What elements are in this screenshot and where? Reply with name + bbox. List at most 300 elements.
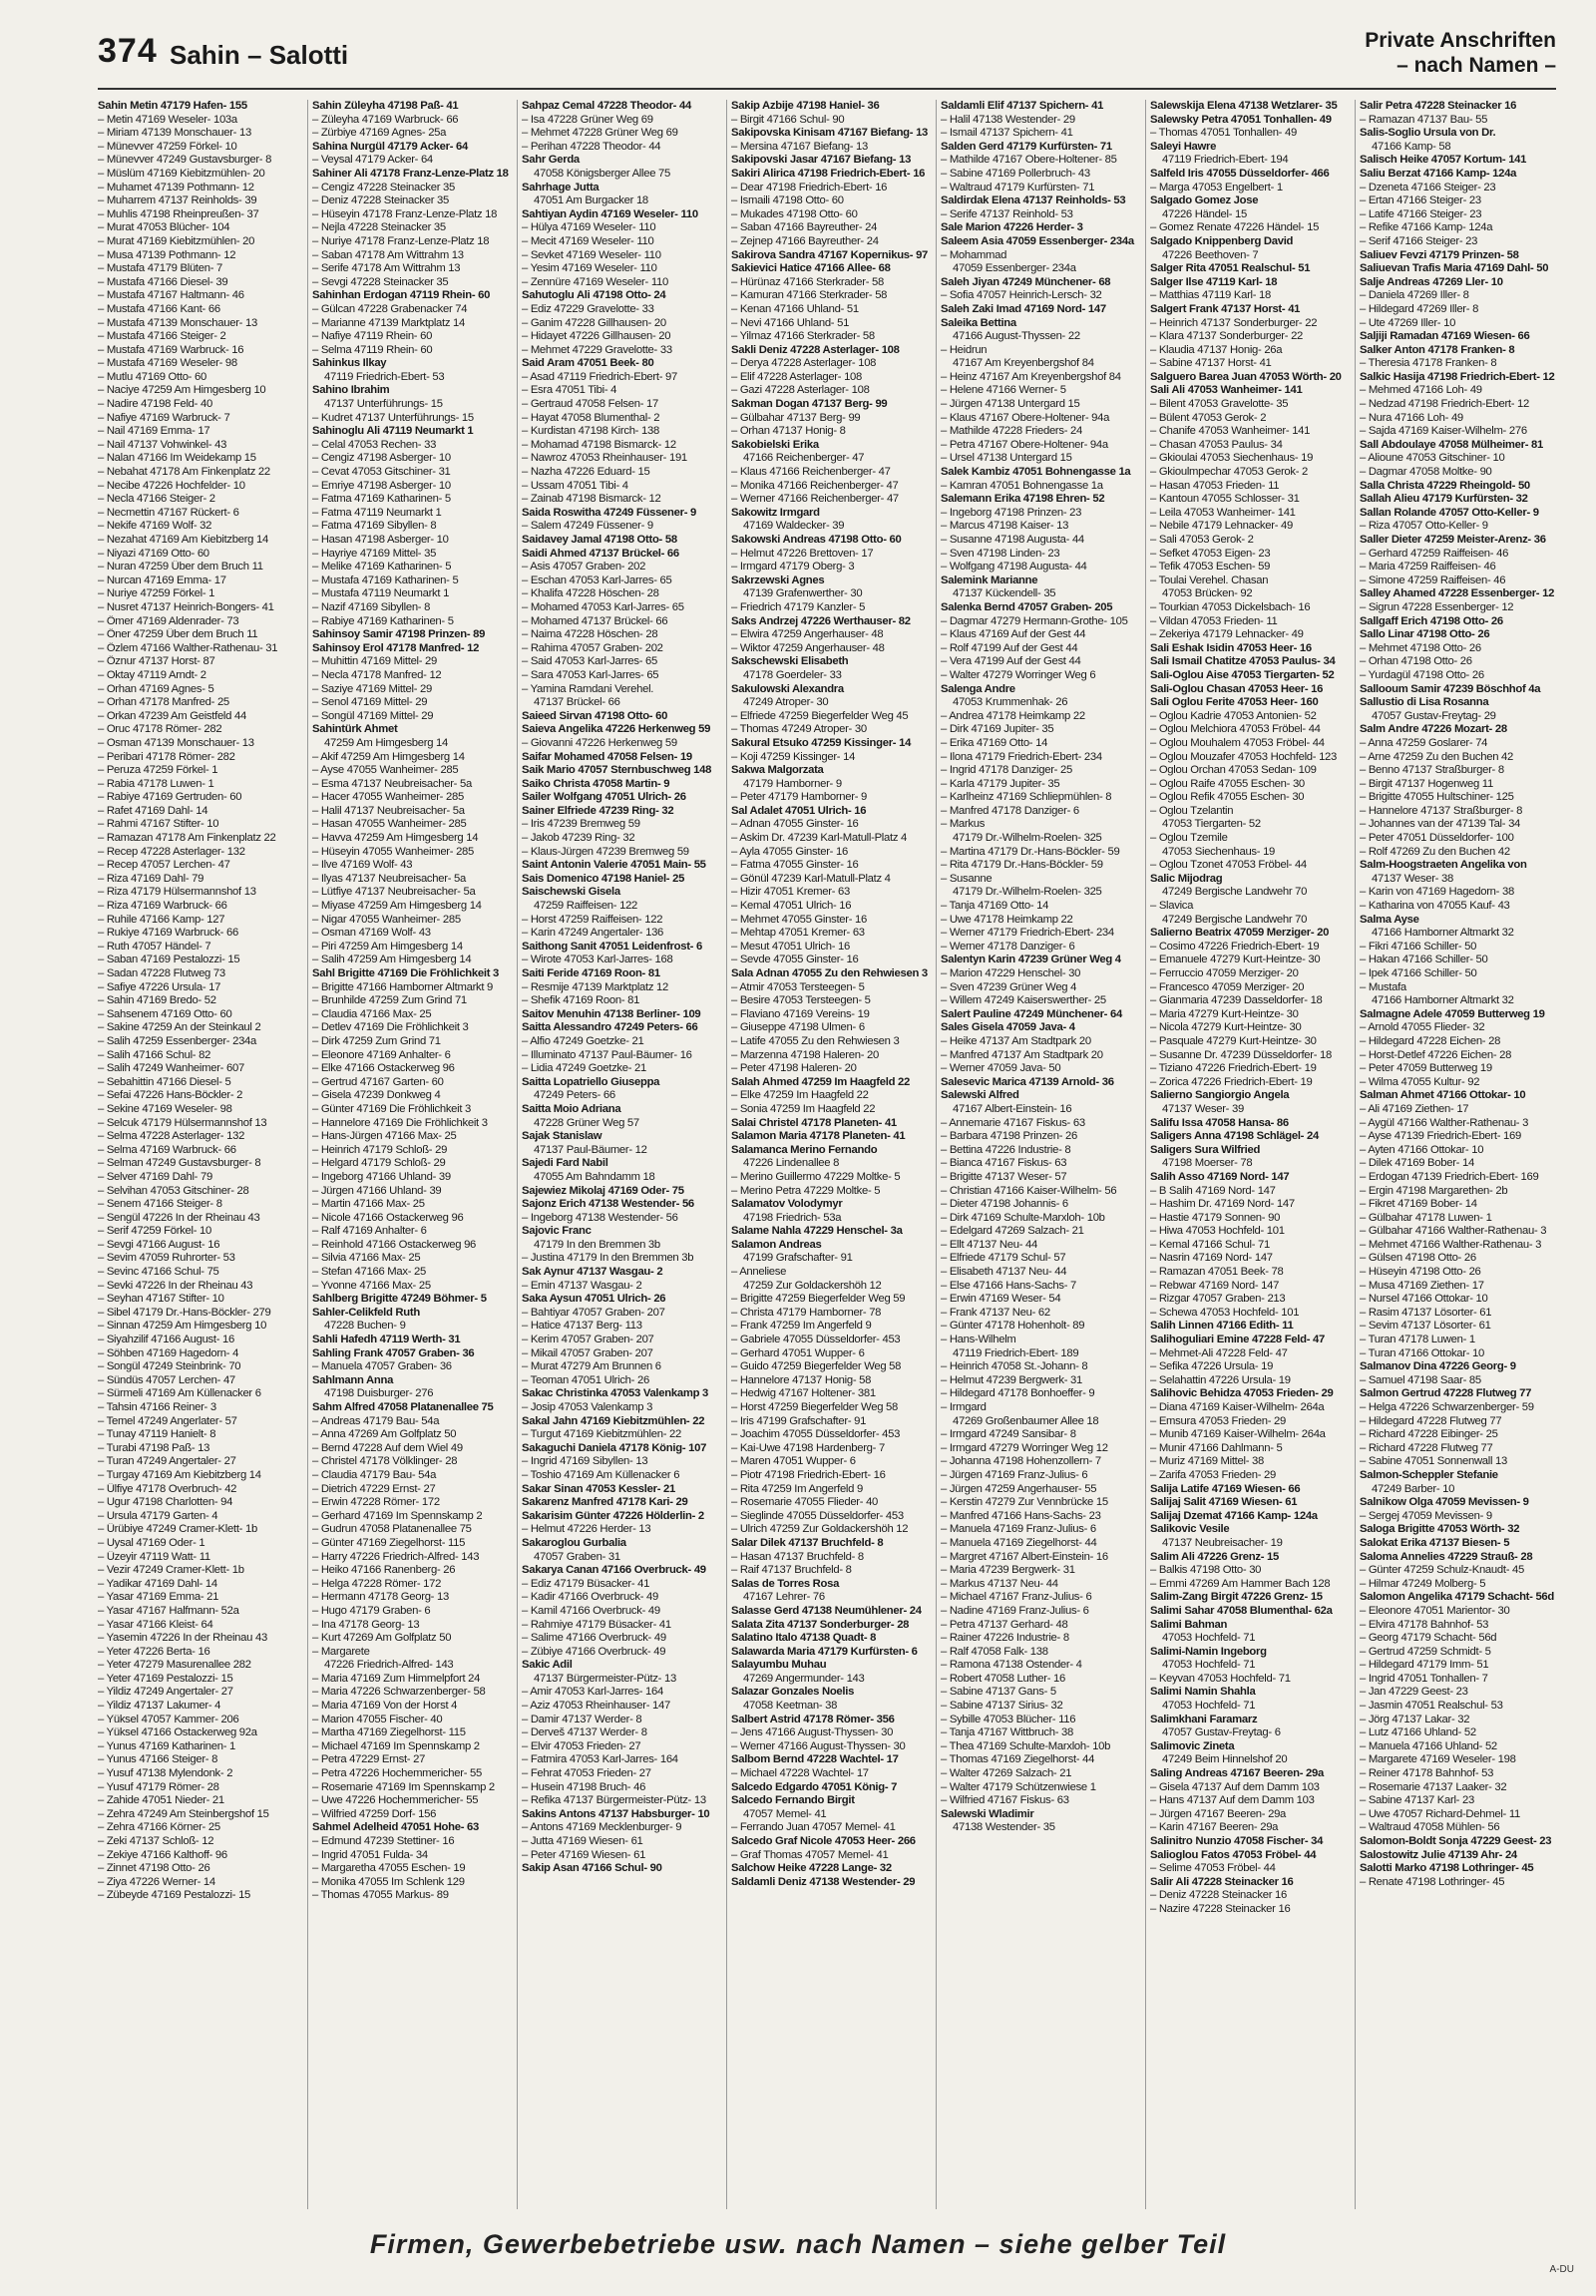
listing-entry: 47166 Hamborner Altmarkt 32 <box>1372 927 1514 940</box>
listing-entry: – Marga 47053 Engelbert- 1 <box>1150 181 1283 193</box>
listing-entry: – Heike 47137 Am Stadtpark 20 <box>941 1034 1091 1047</box>
listing-entry: Salotti Marko 47198 Lothringer- 45 <box>1360 1862 1534 1875</box>
listing-entry: – Bilent 47053 Gravelotte- 35 <box>1150 398 1289 411</box>
listing-entry: – Vera 47199 Auf der Gest 44 <box>941 655 1081 668</box>
listing-entry: – Salih 47166 Schul- 82 <box>98 1048 211 1061</box>
listing-entry: – Mustafa 47166 Kant- 66 <box>98 302 220 315</box>
listing-entry: – Ergin 47198 Margarethen- 2b <box>1360 1184 1508 1197</box>
listing-entry: – Hildegard 47179 Imm- 51 <box>1360 1659 1489 1672</box>
listing-entry: 47199 Grafschafter- 91 <box>743 1252 853 1265</box>
listing-entry: Saldirdak Elena 47137 Reinholds- 53 <box>941 194 1126 207</box>
listing-entry: – Bernd 47228 Auf dem Wiel 49 <box>312 1441 463 1454</box>
listing-entry: – Seyhan 47167 Stifter- 10 <box>98 1293 224 1306</box>
listing-entry: – Michael 47169 Im Spennskamp 2 <box>312 1739 480 1752</box>
listing-entry: – Dirk 47259 Zum Grind 71 <box>312 1034 441 1047</box>
listing-entry: Salek Kambiz 47051 Bohnengasse 1a <box>941 466 1131 479</box>
listing-entry: – Turan 47178 Luwen- 1 <box>1360 1334 1475 1346</box>
listing-entry: – Aygül 47166 Walther-Rathenau- 3 <box>1360 1116 1529 1129</box>
listing-entry: – Nursel 47166 Ottokar- 10 <box>1360 1293 1488 1306</box>
listing-entry: – Muharrem 47137 Reinholds- 39 <box>98 194 257 207</box>
listing-entry: – Wilfried 47259 Dorf- 156 <box>312 1807 437 1820</box>
listing-entry: – Ertan 47166 Steiger- 23 <box>1360 194 1481 207</box>
listing-entry: – Oglou Mouhalem 47053 Fröbel- 44 <box>1150 736 1325 749</box>
listing-entry: – Yurdagül 47198 Otto- 26 <box>1360 668 1484 681</box>
listing-entry: Salasse Gerd 47138 Neumühlener- 24 <box>731 1604 922 1617</box>
listing-entry: – Adnan 47055 Ginster- 16 <box>731 818 859 831</box>
listing-entry: Salamon Maria 47178 Planeten- 41 <box>731 1130 906 1143</box>
listing-entry: – Werner 47166 August-Thyssen- 30 <box>731 1739 906 1752</box>
listing-entry: Salguero Barea Juan 47053 Wörth- 20 <box>1150 370 1342 383</box>
listing-entry: – Alioune 47053 Gitschiner- 10 <box>1360 452 1505 465</box>
listing-entry: – Mohammad <box>941 248 1007 261</box>
listing-entry: Salijaj Salit 47169 Wiesen- 61 <box>1150 1496 1298 1509</box>
listing-entry: – Richard 47228 Eibinger- 25 <box>1360 1428 1498 1441</box>
listing-entry: – Nail 47137 Vohwinkel- 43 <box>98 438 227 451</box>
listing-entry: – Hildegard 47228 Eichen- 28 <box>1360 1034 1501 1047</box>
listing-entry: Sakschewski Elisabeth <box>731 655 849 668</box>
listing-entry: Salchow Heike 47228 Lange- 32 <box>731 1862 892 1875</box>
listing-entry: – Hürünaz 47166 Sterkrader- 58 <box>731 275 885 288</box>
listing-entry: – Fatmira 47053 Karl-Jarres- 164 <box>522 1753 678 1766</box>
listing-entry: 47053 Siechenhaus- 19 <box>1162 845 1276 858</box>
listing-entry: – Necla 47178 Manfred- 12 <box>312 668 442 681</box>
listing-entry: – Peribari 47178 Römer- 282 <box>98 750 235 763</box>
listing-entry: – Fehrat 47053 Frieden- 27 <box>522 1767 651 1780</box>
listing-entry: Saliuev Fevzi 47179 Prinzen- 58 <box>1360 248 1519 261</box>
listing-entry: – Uwe 47226 Hochemmericher- 55 <box>312 1794 479 1807</box>
listing-entry: – Barbara 47198 Prinzen- 26 <box>941 1130 1077 1143</box>
listing-entry: Sallan Rolande 47057 Otto-Keller- 9 <box>1360 506 1539 519</box>
listing-entry: Saka Aysun 47051 Ulrich- 26 <box>522 1293 666 1306</box>
listing-entry: Salley Ahamed 47228 Essenberger- 12 <box>1360 587 1555 600</box>
listing-entry: Sahtiyan Aydin 47169 Weseler- 110 <box>522 207 698 220</box>
listing-entry: – Selman 47249 Gustavsburger- 8 <box>98 1157 261 1170</box>
listing-entry: – Thomas 47249 Atroper- 30 <box>731 723 867 736</box>
listing-entry: – Waltraud 47058 Mühlen- 56 <box>1360 1821 1500 1834</box>
listing-entry: – Werner 47178 Danziger- 6 <box>941 940 1075 953</box>
listing-entry: – Nicole 47166 Ostackerweg 96 <box>312 1211 464 1224</box>
listing-entry: Salentyn Karin 47239 Grüner Weg 4 <box>941 954 1121 966</box>
listing-entry: Salbert Astrid 47178 Römer- 356 <box>731 1713 895 1725</box>
page-number: 374 <box>98 32 158 70</box>
listing-entry: – Nebahat 47178 Am Finkenplatz 22 <box>98 466 270 479</box>
listing-entry: Salir Ali 47228 Steinacker 16 <box>1150 1875 1294 1888</box>
listing-entry: Sall Abdoulaye 47058 Mülheimer- 81 <box>1360 438 1544 451</box>
listing-entry: Sakulowski Alexandra <box>731 682 844 695</box>
listing-entry: – Heiko 47166 Ranenberg- 26 <box>312 1564 456 1577</box>
listing-entry: Saligers Sura Wilfried <box>1150 1143 1261 1156</box>
listing-entry: – Stefan 47166 Max- 25 <box>312 1266 426 1279</box>
listing-entry: – Ussam 47051 Tibi- 4 <box>522 479 628 492</box>
listing-entry: – Mehmet 47166 Walther-Rathenau- 3 <box>1360 1238 1542 1251</box>
listing-entry: – Erdogan 47139 Friedrich-Ebert- 169 <box>1360 1170 1539 1183</box>
listing-entry: – Zekeriya 47179 Lehnacker- 49 <box>1150 628 1304 641</box>
listing-entry: 47249 Beim Hinnelshof 20 <box>1162 1753 1288 1766</box>
listing-entry: – Peruza 47259 Förkel- 1 <box>98 764 218 777</box>
listing-entry: – Sven 47198 Linden- 23 <box>941 547 1060 560</box>
listing-entry: – Walter 47269 Salzach- 21 <box>941 1767 1072 1780</box>
listing-entry: Sahutoglu Ali 47198 Otto- 24 <box>522 289 666 302</box>
listing-entry: – Margret 47167 Albert-Einstein- 16 <box>941 1550 1108 1563</box>
listing-entry: – Waltraud 47179 Kurfürsten- 71 <box>941 181 1095 193</box>
listing-entry: – Klaus 47166 Reichenberger- 47 <box>731 466 891 479</box>
listing-entry: – Irmgard <box>941 1401 987 1413</box>
listing-entry: – Melike 47169 Katharinen- 5 <box>312 561 452 574</box>
listing-entry: – Kai-Uwe 47198 Hardenberg- 7 <box>731 1441 885 1454</box>
listing-entry: – Esra 47051 Tibi- 4 <box>522 384 617 397</box>
listing-entry: Salamon Andreas <box>731 1238 822 1251</box>
listing-entry: – Chasan 47053 Paulus- 34 <box>1150 438 1283 451</box>
listing-entry: – Helga 47226 Schwarzenberger- 59 <box>1360 1401 1534 1413</box>
listing-entry: Saitta Moio Adriana <box>522 1102 621 1115</box>
listing-entry: – Elif 47228 Asterlager- 108 <box>731 370 863 383</box>
listing-entry: 47169 Waldecker- 39 <box>743 520 845 533</box>
listing-entry: – Irmgard 47179 Oberg- 3 <box>731 561 855 574</box>
listing-entry: – Karlheinz 47169 Schliepmühlen- 8 <box>941 791 1112 804</box>
listing-entry: – Ayse 47139 Friedrich-Ebert- 169 <box>1360 1130 1521 1143</box>
listing-entry: – Ramazan 47178 Am Finkenplatz 22 <box>98 832 276 845</box>
listing-column <box>307 100 509 2209</box>
listing-entry: – Öner 47259 Über dem Bruch 11 <box>98 628 258 641</box>
listing-entry: – Zehra 47166 Körner- 25 <box>98 1821 220 1834</box>
listing-entry: – Christel 47178 Völklinger- 28 <box>312 1455 458 1468</box>
listing-entry: – Serif 47259 Förkel- 10 <box>98 1225 211 1238</box>
listing-entry: Salamatov Volodymyr <box>731 1198 843 1211</box>
listing-entry: Salir Petra 47228 Steinacker 16 <box>1360 100 1517 112</box>
listing-entry: – Selvihan 47053 Gitschiner- 28 <box>98 1184 249 1197</box>
listing-entry: – Nekife 47169 Wolf- 32 <box>98 520 212 533</box>
listing-entry: – Cengiz 47228 Steinacker 35 <box>312 181 455 193</box>
listing-entry: Salihoguliari Emine 47228 Feld- 47 <box>1150 1334 1326 1346</box>
listing-entry: – Karin von 47169 Hagedorn- 38 <box>1360 886 1514 899</box>
listing-entry: Salemann Erika 47198 Ehren- 52 <box>941 493 1105 506</box>
listing-entry: – Müslüm 47169 Kiebitzmühlen- 20 <box>98 167 265 180</box>
listing-entry: – Kemal 47051 Ulrich- 16 <box>731 900 852 913</box>
listing-entry: – Josip 47053 Valenkamp 3 <box>522 1401 653 1413</box>
listing-entry: – Elisabeth 47137 Neu- 44 <box>941 1266 1067 1279</box>
listing-entry: – Emsura 47053 Frieden- 29 <box>1150 1414 1287 1427</box>
listing-entry: Sakac Christinka 47053 Valenkamp 3 <box>522 1387 708 1400</box>
listing-entry: – Michael 47228 Wachtel- 17 <box>731 1767 869 1780</box>
listing-entry: Sahpaz Cemal 47228 Theodor- 44 <box>522 100 691 112</box>
listing-entry: – Said 47053 Karl-Jarres- 65 <box>522 655 658 668</box>
listing-entry: – B Salih 47169 Nord- 147 <box>1150 1184 1276 1197</box>
listing-entry: – Ramazan 47051 Beek- 78 <box>1150 1266 1284 1279</box>
listing-entry: – Elke 47166 Ostackerweg 96 <box>312 1062 455 1075</box>
listing-entry: Saifar Mohamed 47058 Felsen- 19 <box>522 750 692 763</box>
listing-entry: – Andrea 47178 Heimkamp 22 <box>941 709 1085 722</box>
listing-entry: Salger Ilse 47119 Karl- 18 <box>1150 275 1278 288</box>
listing-entry: – Orhan 47169 Agnes- 5 <box>98 682 214 695</box>
listing-entry: – Nevi 47166 Uhland- 51 <box>731 316 850 329</box>
listing-entry: Saleika Bettina <box>941 316 1016 329</box>
listing-entry: – Gazi 47228 Asterlager- 108 <box>731 384 870 397</box>
listing-entry: – Hasan 47198 Asberger- 10 <box>312 534 449 546</box>
listing-entry: – Nail 47169 Emma- 17 <box>98 425 210 438</box>
listing-entry: Salimovic Zineta <box>1150 1739 1235 1752</box>
listing-entry: – Necla 47166 Steiger- 2 <box>98 493 215 506</box>
listing-entry: – Richard 47228 Flutweg 77 <box>1360 1441 1493 1454</box>
listing-entry: – Yunus 47169 Katharinen- 1 <box>98 1739 236 1752</box>
listing-entry: – Kerstin 47279 Zur Vennbrücke 15 <box>941 1496 1108 1509</box>
listing-entry: – Rita 47259 Im Angerfeld 9 <box>731 1482 863 1495</box>
listing-entry: Sali Oglou Ferite 47053 Heer- 160 <box>1150 696 1319 709</box>
listing-entry: – Ürübiye 47249 Cramer-Klett- 1b <box>98 1523 257 1536</box>
listing-entry: – Hedwig 47167 Holtener- 381 <box>731 1387 876 1400</box>
listing-entry: – Ralf 47169 Anhalter- 6 <box>312 1225 427 1238</box>
listing-entry: – Rukiye 47169 Warbruck- 66 <box>98 927 238 940</box>
listing-entry: – Maria 47169 Von der Horst 4 <box>312 1700 458 1713</box>
listing-entry: Salemink Marianne <box>941 574 1038 586</box>
listing-entry: – Edmund 47239 Stettiner- 16 <box>312 1835 455 1847</box>
listing-entry: – Ugur 47198 Charlotten- 94 <box>98 1496 233 1509</box>
listing-entry: – Yadikar 47169 Dahl- 14 <box>98 1577 217 1590</box>
listing-entry: – Tourkian 47053 Dickelsbach- 16 <box>1150 600 1311 613</box>
listing-entry: – Salih 47259 Essenberger- 234a <box>98 1034 257 1047</box>
listing-entry: – Peter 47169 Wiesen- 61 <box>522 1848 646 1861</box>
listing-entry: Saiti Feride 47169 Roon- 81 <box>522 967 660 979</box>
listing-entry: – Gülsen 47198 Otto- 26 <box>1360 1252 1476 1265</box>
listing-entry: – Jasmin 47051 Realschul- 53 <box>1360 1700 1503 1713</box>
listing-entry: – Mukades 47198 Otto- 60 <box>731 207 858 220</box>
listing-entry: – Thea 47169 Schulte-Marxloh- 10b <box>941 1739 1111 1752</box>
listing-entry: – Sergej 47059 Mevissen- 9 <box>1360 1509 1492 1522</box>
listing-entry: – Halil 47137 Neubreisacher- 5a <box>312 804 465 817</box>
listing-entry: Sallgaff Erich 47198 Otto- 26 <box>1360 614 1503 627</box>
listing-entry: – Frank 47259 Im Angerfeld 9 <box>731 1320 872 1333</box>
listing-entry: Sakwa Malgorzata <box>731 764 824 777</box>
listing-entry: – Murat 47053 Blücher- 104 <box>98 221 230 234</box>
listing-entry: – Ipek 47166 Schiller- 50 <box>1360 967 1477 979</box>
listing-entry: – Martha 47169 Ziegelhorst- 115 <box>312 1726 466 1739</box>
listing-entry: Salgado Gomez Jose <box>1150 194 1259 207</box>
listing-entry: Sakal Jahn 47169 Kiebitzmühlen- 22 <box>522 1414 705 1427</box>
listing-entry: Saloga Brigitte 47053 Wörth- 32 <box>1360 1523 1520 1536</box>
listing-entry: – Thomas 47051 Tonhallen- 49 <box>1150 127 1297 140</box>
listing-entry: Sakip Azbije 47198 Haniel- 36 <box>731 100 880 112</box>
listing-entry: – Helene 47166 Werner- 5 <box>941 384 1066 397</box>
listing-entry: – Ilyas 47137 Neubreisacher- 5a <box>312 872 466 885</box>
listing-entry: Sainer Elfriede 47239 Ring- 32 <box>522 804 674 817</box>
listing-entry: – Orhan 47137 Honig- 8 <box>731 425 846 438</box>
listing-entry: – Yeter 47226 Berta- 16 <box>98 1645 210 1658</box>
listing-entry: – Peter 47198 Haleren- 20 <box>731 1062 857 1075</box>
listing-entry: 47119 Friedrich-Ebert- 53 <box>324 370 445 383</box>
listing-entry: Sali Ismail Chatitze 47053 Paulus- 34 <box>1150 655 1336 668</box>
listing-entry: – Monika 47055 Im Schlenk 129 <box>312 1875 465 1888</box>
listing-entry: – Ömer 47169 Aldenrader- 73 <box>98 614 239 627</box>
listing-entry: – Toshio 47169 Am Küllenacker 6 <box>522 1468 680 1481</box>
listing-entry: – Dirk 47169 Schulte-Marxloh- 10b <box>941 1211 1105 1224</box>
listing-entry: – Zorica 47226 Friedrich-Ebert- 19 <box>1150 1075 1313 1088</box>
listing-entry: – Dzeneta 47166 Steiger- 23 <box>1360 181 1496 193</box>
listing-entry: – Heinz 47167 Am Kreyenbergshof 84 <box>941 370 1121 383</box>
listing-entry: – Nafiye 47119 Rhein- 60 <box>312 330 433 343</box>
listing-entry: Salgert Frank 47137 Horst- 41 <box>1150 302 1301 315</box>
listing-entry: – Francesco 47059 Merziger- 20 <box>1150 980 1305 993</box>
listing-entry: Salokat Erika 47137 Biesen- 5 <box>1360 1536 1510 1549</box>
listing-entry: – Sabine 47137 Horst- 41 <box>1150 357 1272 370</box>
listing-entry: – Latife 47166 Steiger- 23 <box>1360 207 1482 220</box>
listing-entry: Salnikow Olga 47059 Mevissen- 9 <box>1360 1496 1529 1509</box>
listing-entry: – Öznur 47137 Horst- 87 <box>98 655 215 668</box>
listing-entry: – Oruc 47178 Römer- 282 <box>98 723 222 736</box>
directory-listing <box>98 100 1556 2209</box>
listing-entry: – Yusuf 47138 Mylendonk- 2 <box>98 1767 233 1780</box>
listing-entry: Saida Roswitha 47249 Füssener- 9 <box>522 506 696 519</box>
listing-entry: – Gönül 47239 Karl-Matull-Platz 4 <box>731 872 891 885</box>
listing-entry: – Latife 47055 Zu den Rehwiesen 3 <box>731 1034 900 1047</box>
listing-entry: – Ingeborg 47166 Uhland- 39 <box>312 1170 451 1183</box>
listing-entry: – Sakine 47259 An der Steinkaul 2 <box>98 1021 261 1034</box>
listing-entry: Salden Gerd 47179 Kurfürsten- 71 <box>941 140 1112 153</box>
listing-entry: – Sali 47053 Gerok- 2 <box>1150 534 1254 546</box>
listing-entry: – Wilfried 47167 Fiskus- 63 <box>941 1794 1069 1807</box>
listing-entry: – Fatma 47119 Neumarkt 1 <box>312 506 442 519</box>
listing-entry: – Muhamet 47139 Pothmann- 12 <box>98 181 254 193</box>
listing-entry: Saliu Berzat 47166 Kamp- 124a <box>1360 167 1517 180</box>
listing-entry: – Maria 47226 Schwarzenberger- 58 <box>312 1686 486 1699</box>
listing-entry: – Pasquale 47279 Kurt-Heintze- 30 <box>1150 1034 1317 1047</box>
listing-entry: – Jörg 47137 Lakar- 32 <box>1360 1713 1470 1725</box>
listing-entry: Saieed Sirvan 47198 Otto- 60 <box>522 709 668 722</box>
listing-entry: 47139 Grafenwerther- 30 <box>743 587 863 600</box>
listing-entry: – Emriye 47198 Asberger- 10 <box>312 479 451 492</box>
listing-entry: – Yildiz 47137 Lakumer- 4 <box>98 1700 221 1713</box>
listing-entry: – Zürbiye 47169 Agnes- 25a <box>312 127 447 140</box>
listing-entry: Saik Mario 47057 Sternbuschweg 148 <box>522 764 712 777</box>
listing-entry: 47226 Friedrich-Alfred- 143 <box>324 1659 454 1672</box>
listing-entry: – Ralf 47058 Falk- 138 <box>941 1645 1048 1658</box>
listing-entry: – Selver 47169 Dahl- 79 <box>98 1170 212 1183</box>
listing-entry: Saldamli Elif 47137 Spichern- 41 <box>941 100 1104 112</box>
listing-entry: – Hannelore 47137 Straßburger- 8 <box>1360 804 1523 817</box>
listing-entry: – Gülbahar 47166 Walther-Rathenau- 3 <box>1360 1225 1547 1238</box>
listing-entry: Sahlmann Anna <box>312 1373 394 1386</box>
listing-entry: – Nazif 47169 Sibyllen- 8 <box>312 600 431 613</box>
listing-entry: – Sürmeli 47169 Am Küllenacker 6 <box>98 1387 261 1400</box>
listing-entry: Salihovic Behidza 47053 Frieden- 29 <box>1150 1387 1334 1400</box>
listing-entry: – Riza 47169 Dahl- 79 <box>98 872 204 885</box>
listing-entry: – Rita 47179 Dr.-Hans-Böckler- 59 <box>941 859 1103 872</box>
listing-entry: – Hermann 47178 Georg- 13 <box>312 1591 449 1604</box>
listing-entry: – Karla 47179 Jupiter- 35 <box>941 777 1060 790</box>
listing-entry: – Antons 47169 Mecklenburger- 9 <box>522 1821 682 1834</box>
listing-entry: Sakins Antons 47137 Habsburger- 10 <box>522 1807 710 1820</box>
listing-entry: Salert Pauline 47249 Münchener- 64 <box>941 1007 1122 1020</box>
listing-entry: – Kurdistan 47198 Kirch- 138 <box>522 425 659 438</box>
listing-entry: – Hans-Wilhelm <box>941 1334 1016 1346</box>
listing-entry: – Thomas 47055 Markus- 89 <box>312 1889 449 1902</box>
listing-entry: – Horst 47259 Biegerfelder Weg 58 <box>731 1401 898 1413</box>
listing-entry: 47228 Grüner Weg 57 <box>534 1116 639 1129</box>
listing-entry: – Flaviano 47169 Vereins- 19 <box>731 1007 870 1020</box>
listing-entry: Sallooum Samir 47239 Böschhof 4a <box>1360 682 1541 695</box>
listing-entry: – Ali 47169 Ziethen- 17 <box>1360 1102 1469 1115</box>
listing-entry: – Elwira 47259 Angerhauser- 48 <box>731 628 884 641</box>
listing-entry: Salla Christa 47229 Rheingold- 50 <box>1360 479 1530 492</box>
listing-entry: Salmon Gertrud 47228 Flutweg 77 <box>1360 1387 1532 1400</box>
listing-entry: – Annemarie 47167 Fiskus- 63 <box>941 1116 1085 1129</box>
listing-entry: – Susanne 47198 Augusta- 44 <box>941 534 1084 546</box>
listing-entry: Sakural Etsuko 47259 Kissinger- 14 <box>731 736 912 749</box>
listing-entry: – Rahmi 47167 Stifter- 10 <box>98 818 219 831</box>
listing-entry: – Selma 47119 Rhein- 60 <box>312 343 433 356</box>
listing-entry: – Yamina Ramdani Verehel. <box>522 682 654 695</box>
listing-entry: – Mehmed 47166 Loh- 49 <box>1360 384 1482 397</box>
listing-entry: – Halil 47138 Westender- 29 <box>941 113 1075 126</box>
listing-entry: Sakar Sinan 47053 Kessler- 21 <box>522 1482 675 1495</box>
listing-entry: Salje Andreas 47269 Ller- 10 <box>1360 275 1503 288</box>
listing-entry: – Ayten 47166 Ottokar- 10 <box>1360 1143 1484 1156</box>
listing-entry: – Münevver 47259 Förkel- 10 <box>98 140 237 153</box>
listing-entry: 47269 Angermunder- 143 <box>743 1672 865 1685</box>
listing-entry: – Ingrid 47051 Fulda- 34 <box>312 1848 428 1861</box>
listing-entry: – Helgard 47179 Schloß- 29 <box>312 1157 446 1170</box>
listing-entry: Saidavey Jamal 47198 Otto- 58 <box>522 534 677 546</box>
listing-entry: – Gisela 47137 Auf dem Damm 103 <box>1150 1780 1320 1793</box>
listing-entry: – Yildiz 47249 Angertaler- 27 <box>98 1686 233 1699</box>
listing-entry: – Mustafa 47169 Warbruck- 16 <box>98 343 244 356</box>
listing-entry: – Salih 47259 Am Himgesberg 14 <box>312 954 472 966</box>
listing-entry: – Friedrich 47179 Kanzler- 5 <box>731 600 866 613</box>
listing-entry: – Rolf 47269 Zu den Buchen 42 <box>1360 845 1510 858</box>
listing-entry: – Zahide 47051 Nieder- 21 <box>98 1794 224 1807</box>
listing-entry: Salmanov Dina 47226 Georg- 9 <box>1360 1360 1516 1373</box>
listing-entry: Sahinhan Erdogan 47119 Rhein- 60 <box>312 289 491 302</box>
listing-entry: Salikovic Vesile <box>1150 1523 1230 1536</box>
listing-entry: – Muriz 47169 Mittel- 38 <box>1150 1455 1264 1468</box>
listing-entry: Saks Andrzej 47226 Werthauser- 82 <box>731 614 911 627</box>
listing-entry: – Hannelore 47137 Honig- 58 <box>731 1373 872 1386</box>
listing-entry: – Rasim 47137 Lösorter- 61 <box>1360 1306 1492 1319</box>
listing-entry: – Salime 47166 Overbruck- 49 <box>522 1632 666 1645</box>
listing-entry: Salfeld Iris 47055 Düsseldorfer- 466 <box>1150 167 1330 180</box>
listing-entry: – Anneliese <box>731 1266 787 1279</box>
listing-entry: – Heinrich 47137 Sonderburger- 22 <box>1150 316 1318 329</box>
listing-entry: Salenga Andre <box>941 682 1015 695</box>
listing-entry: – Klaus 47169 Auf der Gest 44 <box>941 628 1086 641</box>
listing-entry: Sakowski Andreas 47198 Otto- 60 <box>731 534 902 546</box>
listing-entry: Sajak Stanislaw <box>522 1130 602 1143</box>
listing-entry: Sakowitz Irmgard <box>731 506 820 519</box>
listing-entry: – Mohamed 47053 Karl-Jarres- 65 <box>522 600 684 613</box>
listing-entry: Sale Marion 47226 Herder- 3 <box>941 221 1083 234</box>
listing-entry: – Oktay 47119 Arndt- 2 <box>98 668 206 681</box>
listing-entry: – Daniela 47269 Iller- 8 <box>1360 289 1469 302</box>
listing-entry: – Husein 47198 Bruch- 46 <box>522 1780 646 1793</box>
listing-entry: Salger Rita 47051 Realschul- 51 <box>1150 262 1311 275</box>
listing-entry: Salewski Alfred <box>941 1089 1019 1102</box>
listing-entry: – Reinhold 47166 Ostackerweg 96 <box>312 1238 477 1251</box>
listing-entry: – Birgit 47137 Hogenweg 11 <box>1360 777 1493 790</box>
listing-entry: – Manuela 47166 Uhland- 52 <box>1360 1739 1497 1752</box>
listing-entry: – Günter 47178 Hohenholt- 89 <box>941 1320 1085 1333</box>
listing-entry: 47137 Neubreisacher- 19 <box>1162 1536 1283 1549</box>
listing-entry: – Muhlis 47198 Rheinpreußen- 37 <box>98 207 259 220</box>
listing-entry: – Asis 47057 Graben- 202 <box>522 561 646 574</box>
listing-entry: – Nusret 47137 Heinrich-Bongers- 41 <box>98 600 274 613</box>
listing-entry: – Resmije 47139 Marktplatz 12 <box>522 980 669 993</box>
listing-entry: Saljiji Ramadan 47169 Wiesen- 66 <box>1360 330 1530 343</box>
listing-entry: Salah Ahmed 47259 Im Haagfeld 22 <box>731 1075 910 1088</box>
listing-entry: – Manfred 47166 Hans-Sachs- 23 <box>941 1509 1101 1522</box>
listing-entry: – Ismail 47137 Spichern- 41 <box>941 127 1073 140</box>
listing-entry: – Musa 47169 Ziethen- 17 <box>1360 1279 1484 1292</box>
listing-entry: – Zarifa 47053 Frieden- 29 <box>1150 1468 1276 1481</box>
listing-entry: – Yunus 47166 Steiger- 8 <box>98 1753 218 1766</box>
listing-entry: Sahino Ibrahim <box>312 384 390 397</box>
